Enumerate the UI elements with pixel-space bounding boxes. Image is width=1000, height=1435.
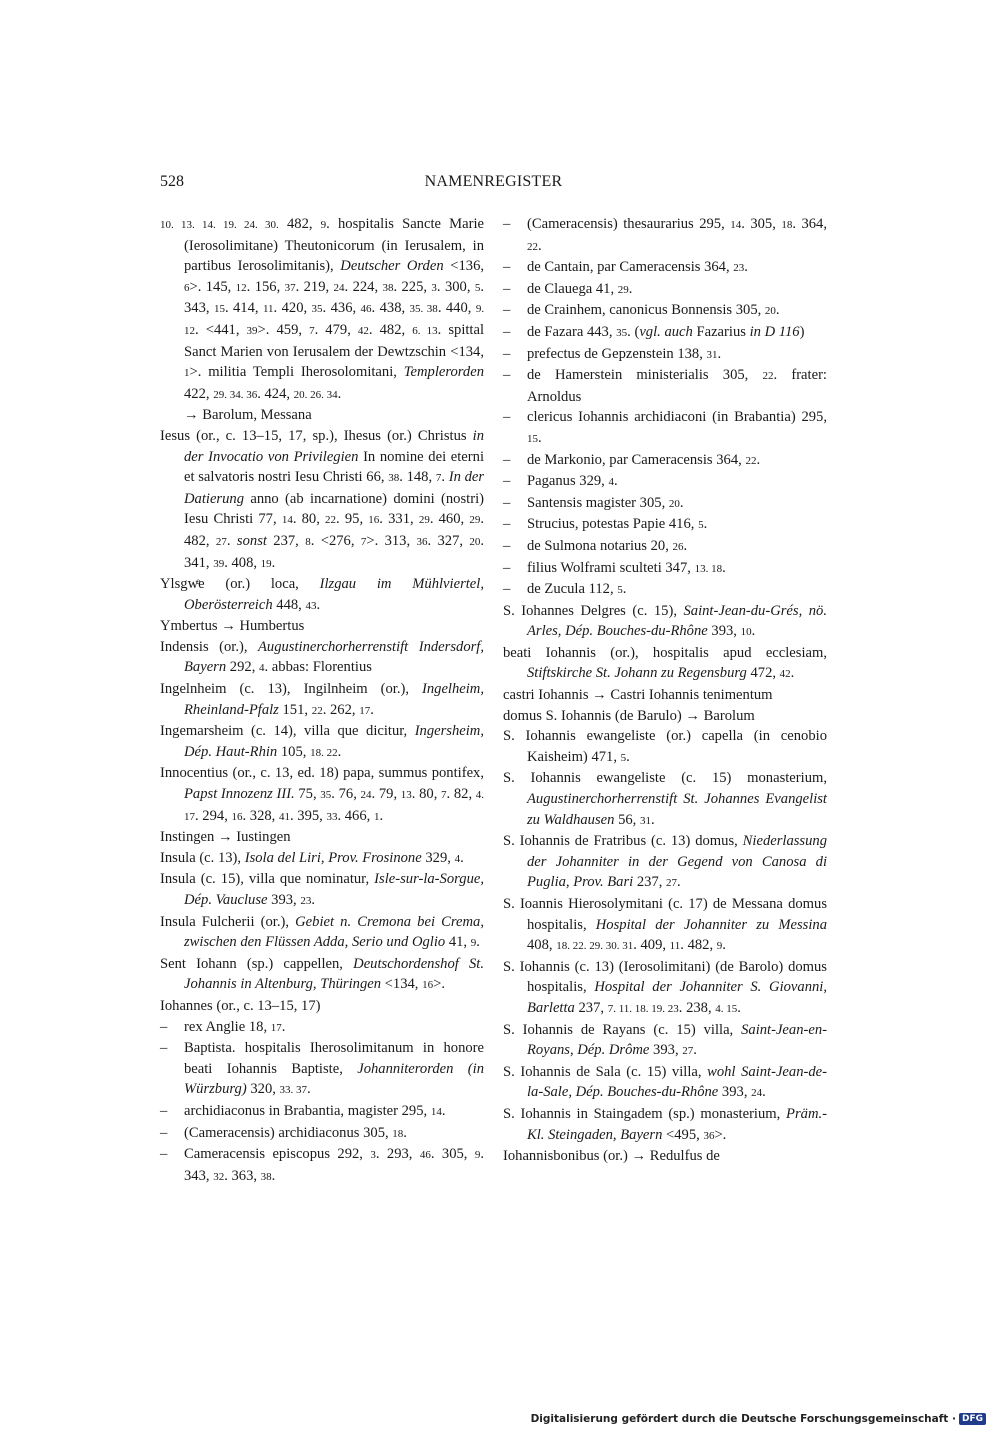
index-entry: – prefectus de Gepzenstein 138, 31. (503, 344, 827, 366)
index-entry: beati Iohannis (or.), hospitalis apud ecclesiam, Stiftskirche St. Johann zu Regensburg 472, 42. (503, 644, 827, 682)
index-entry: – rex Anglie 18, 17. (160, 1017, 484, 1039)
index-entry: Innocentius (or., c. 13, ed. 18) papa, summus pontifex, Papst Innozenz III. 75, 35. 76, 24. 79, 13. 80, 7. 82, 4. 17. 294, 16. 328, 41. 395, 33. 466, 1. (160, 765, 485, 824)
index-entry: S. Iohannis de Fratribus (c. 13) domus, Niederlassung der Johanniter in der Gegend von Canosa di Puglia, Prov. Bari 237, 27. (503, 833, 827, 891)
index-entry: Iohannes (or., c. 13–15, 17) (160, 997, 321, 1014)
index-entry: Indensis (or.), Augustinerchorherrenstift Indersdorf, Bayern 292, 4. abbas: Florentius (160, 638, 484, 676)
funding-footer (531, 1413, 986, 1425)
index-entry: S. Iohannes Delgres (c. 15), Saint-Jean-du-Grés, nö. Arles, Dép. Bouches-du-Rhône 393, 10. (503, 602, 827, 640)
index-entry: Ymbertus → Humbertus (160, 618, 305, 635)
index-entry: castri Iohannis → Castri Iohannis tenimentum (503, 687, 773, 704)
index-entry: – (Cameracensis) archidiaconus 305, 18. (160, 1123, 484, 1145)
index-entry: S. Iohannis ewangeliste (c. 15) monasterium, Augustinerchorherrenstift St. Johannes Evangelist zu Waldhausen 56, 31. (503, 770, 827, 828)
index-entry: Ylsgwͤe (or.) loca, Ilzgau im Mühlviertel, Oberösterreich 448, 43. (160, 576, 484, 613)
dfg-logo: DFG (959, 1413, 986, 1425)
index-entry: – de Zucula 112, 5. (503, 579, 827, 601)
index-entry: Insula (c. 15), villa que nominatur, Isle-sur-la-Sorgue, Dép. Vaucluse 393, 23. (160, 871, 484, 908)
index-entry: Iohannisbonibus (or.) → Redulfus de (503, 1148, 720, 1165)
index-entry: S. Iohannis de Sala (c. 15) villa, wohl Saint-Jean-de-la-Sale, Dép. Bouches-du-Rhône 393, 24. (503, 1063, 827, 1101)
index-entry: – de Fazara 443, 35. (vgl. auch Fazarius in D 116) (503, 322, 827, 344)
index-entry: – Cameracensis episcopus 292, 3. 293, 46. 305, 9. 343, 32. 363, 38. (160, 1144, 484, 1187)
index-entry: – Strucius, potestas Papie 416, 5. (503, 514, 827, 536)
index-entry: S. Iohannis (c. 13) (Ierosolimitani) (de Barolo) domus hospitalis, Hospital der Johanniter S. Giovanni, Barletta 237, 7. 11. 18. 19. 23. 238, 4. 15. (503, 958, 827, 1016)
index-entry: – de Sulmona notarius 20, 26. (503, 536, 827, 558)
index-entry: S. Iohannis in Staingadem (sp.) monasterium, Präm.-Kl. Steingaden, Bayern <495, 36>. (503, 1105, 827, 1143)
index-entry: Sent Iohann (sp.) cappellen, Deutschordenshof St. Johannis in Altenburg, Thüringen <134, 16>. (160, 955, 485, 993)
index-entry: Insula (c. 13), Isola del Liri, Prov. Frosinone 329, 4. (160, 849, 464, 866)
index-entry: – de Cantain, par Cameracensis 364, 23. (503, 257, 827, 279)
index-entry: S. Iohannis de Rayans (c. 15) villa, Saint-Jean-en-Royans, Dép. Drôme 393, 27. (503, 1021, 827, 1059)
running-title: NAMENREGISTER (424, 173, 563, 190)
index-entry: S. Iohannis ewangeliste (or.) capella (in cenobio Kaisheim) 471, 5. (503, 728, 827, 765)
index-entry: – de Hamerstein ministerialis 305, 22. frater: Arnoldus (503, 365, 827, 407)
index-entry: – Paganus 329, 4. (503, 471, 827, 493)
index-entry: – de Crainhem, canonicus Bonnensis 305, 20. (503, 300, 827, 322)
index-entry: 10. 13. 14. 19. 24. 30. 482, 9. hospitalis Sancte Marie (Ierosolimitane) Theutonicorum (in Ierusalem, in partibus Ierosolimitanis), Deutscher Orden <136, 6>. 145, 12. 156, 37. 219, 24. 224, 38. 225, 3. 300, 5. 343, 15. 414, 11. 420, 35. 436, 46. 438, 35. 38. 440, 9. 12. <441, 39>. 459, 7. 479, 42. 482, 6. 13. spittal Sanct Marien von Ierusalem der Dewtzschin <134, 1>. militia Templi Iherosolomitani, Templerorden 422, 29. 34. 36. 424, 20. 26. 34. → Barolum, Messana (160, 216, 485, 424)
index-entry: – de Clauega 41, 29. (503, 279, 827, 301)
index-entry: – Santensis magister 305, 20. (503, 493, 827, 515)
page-number: 528 (160, 173, 184, 190)
index-entry: – Baptista. hospitalis Iherosolimitanum in honore beati Iohannis Baptiste, Johanniterorden (in Würzburg) 320, 33. 37. (160, 1038, 484, 1101)
index-entry: domus S. Iohannis (de Barulo) → Barolum (503, 707, 755, 724)
index-entry: Iesus (or., c. 13–15, 17, sp.), Ihesus (or.) Christus in der Invocatio von Privilegien In nomine dei eterni et salvatoris nostri Iesu Christi 66, 38. 148, 7. In der Datierung anno (ab incarnatione) domini (nostri) Iesu Christi 77, 14. 80, 22. 95, 16. 331, 29. 460, 29. 482, 27. sonst 237, 8. <276, 7>. 313, 36. 327, 20. 341, 39. 408, 19. (160, 427, 485, 571)
index-entry: Insula Fulcherii (or.), Gebiet n. Cremona bei Crema, zwischen den Flüssen Adda, Serio und Oglio 41, 9. (160, 913, 484, 951)
index-entry: Ingemarsheim (c. 14), villa que dicitur, Ingersheim, Dép. Haut-Rhin 105, 18. 22. (160, 723, 484, 760)
index-entry: Instingen → Iustingen (160, 829, 291, 846)
index-entry: – de Markonio, par Cameracensis 364, 22. (503, 450, 827, 472)
index-entry: – clericus Iohannis archidiaconi (in Brabantia) 295, 15. (503, 407, 827, 449)
footer-text: Digitalisierung gefördert durch die Deutsche Forschungsgemeinschaft · (530, 1413, 956, 1425)
index-entry: – (Cameracensis) thesaurarius 295, 14. 305, 18. 364, 22. (503, 214, 827, 257)
index-entry: S. Ioannis Hierosolymitani (c. 17) de Messana domus hospitalis, Hospital der Johanniter zu Messina 408, 18. 22. 29. 30. 31. 409, 11. 482, 9. (503, 896, 827, 954)
page-header (160, 173, 827, 195)
left-column (160, 214, 484, 1187)
right-column (503, 214, 827, 1167)
index-entry: Ingelnheim (c. 13), Ingilnheim (or.), Ingelheim, Rheinland-Pfalz 151, 22. 262, 17. (160, 681, 484, 718)
index-entry: – archidiaconus in Brabantia, magister 295, 14. (160, 1101, 484, 1123)
index-entry: – filius Wolframi sculteti 347, 13. 18. (503, 558, 827, 580)
